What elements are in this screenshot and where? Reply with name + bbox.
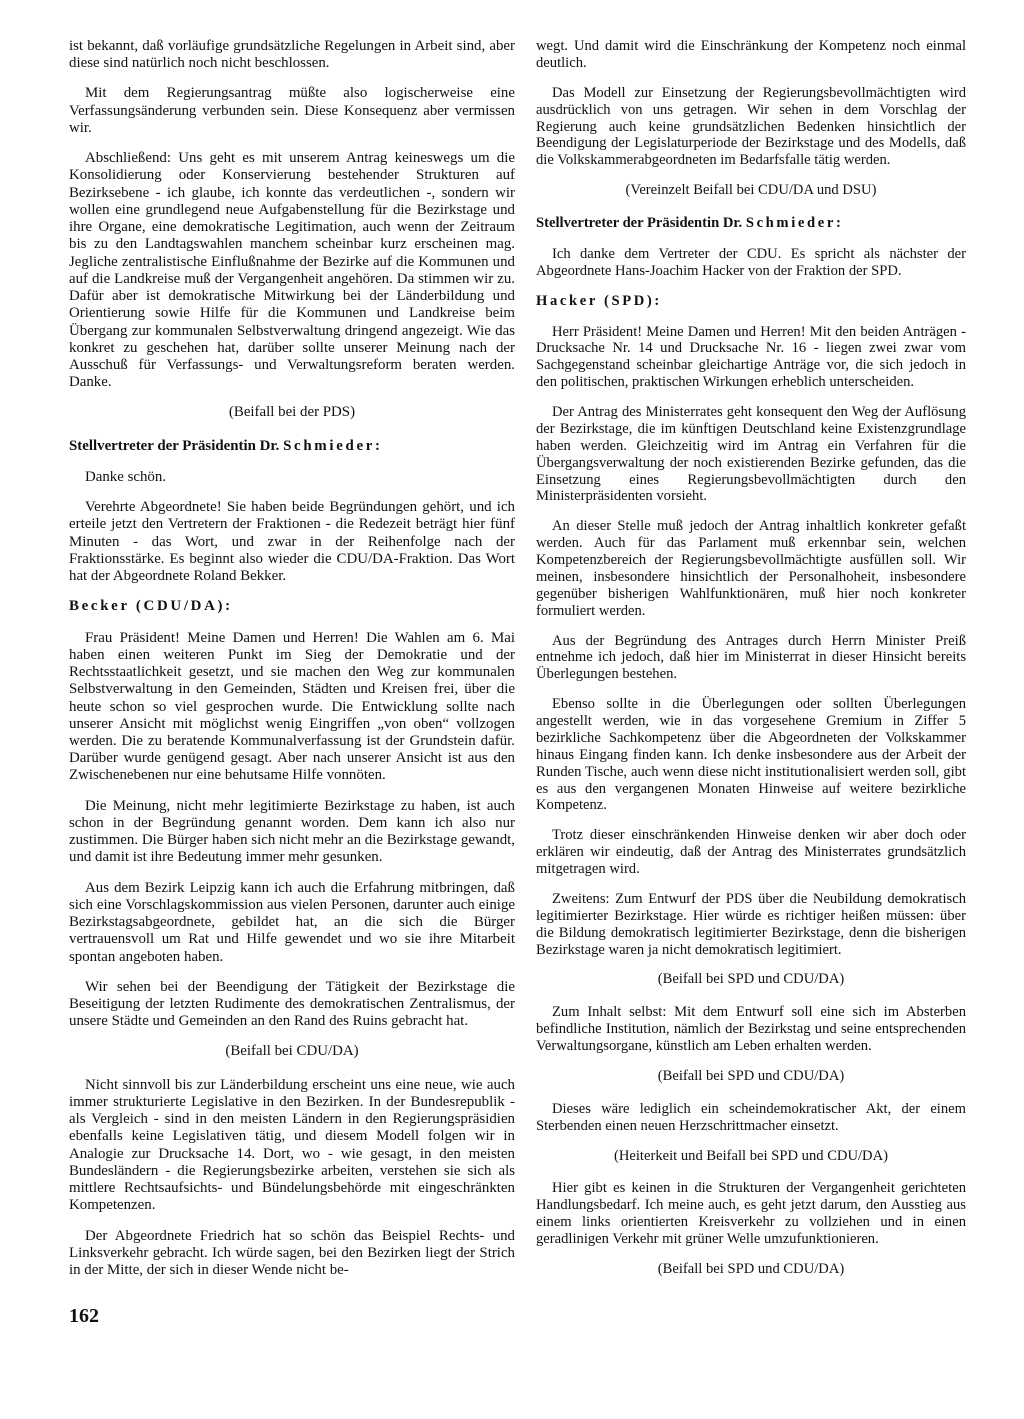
- paragraph: Nicht sinnvoll bis zur Länderbildung erscheint uns eine neue, wie auch immer strukturierte Legislative in den Bezirken. In der Bundesrepublik - als Vergleich - sind in den meisten Ländern in den Regierungspräsidien ebenfalls keine Legislativen tätig, und diesem Modell folgen wir in Analogie zur Drucksache 14. Dort, wo - wie gesagt, in den meisten Bundesländern - die Regierungsbezirke arbeiten, verstehen sie sich als mittlere Rechtsaufsichts- und Bündelungsbehörde mit eingeschränkten Kompetenzen.: [69, 1076, 515, 1214]
- applause-note: (Beifall bei der PDS): [228, 404, 356, 421]
- speaker-heading: [69, 598, 515, 615]
- paragraph: Der Antrag des Ministerrates geht konsequent den Weg der Auflösung der Bezirkstage, die im künftigen Deutschland keine Existenzgrundlage haben werden. Gleichzeitig wird im Antrag ein Verfahren für die Übergangsverwaltung der noch existierenden Bezirke gefunden, das die Einsetzung eines Regierungsbevollmächtigten durch den Ministerpräsidenten vorsieht.: [536, 404, 966, 505]
- speaker-name: Hacker (SPD):: [536, 292, 662, 309]
- paragraph: Verehrte Abgeordnete! Sie haben beide Begründungen gehört, und ich erteile jetzt den Vertretern der Fraktionen - die Redezeit beträgt hier fünf Minuten - das Wort, und zwar in der Reihenfolge nach der Fraktionsstärke. Es beginnt also wieder die CDU/DA-Fraktion. Das Wort hat der Abgeordnete Roland Bekker.: [69, 499, 515, 585]
- paragraph: Trotz dieser einschränkenden Hinweise denken wir aber doch oder erklären wir eindeutig, daß der Antrag des Ministerrates grundsätzlich mitgetragen wird.: [536, 827, 966, 877]
- paragraph: Herr Präsident! Meine Damen und Herren! Mit den beiden Anträgen - Drucksache Nr. 14 und Drucksache Nr. 16 - liegen zwei zwar vom Sachgegenstand scheinbar gleichartige Anträge vor, die sich jedoch in den politischen, praktischen Wirkungen erheblich unterscheiden.: [536, 323, 966, 391]
- paragraph: Zum Inhalt selbst: Mit dem Entwurf soll eine sich im Absterben befindliche Institution, nämlich der Bezirkstag und seine entsprechenden Verwaltungsorgane, künstlich am Leben erhalten werden.: [536, 1004, 966, 1054]
- paragraph: Abschließend: Uns geht es mit unserem Antrag keineswegs um die Konsolidierung oder Konservierung bestehender Strukturen auf Bezirksebene - ich glaube, ich konnte das verdeutlichen -, sondern wir wollen eine grundlegend neue Aufgabenstellung für die Bezirkstage und ihre Organe, eine demokratische Legitimation, auch wenn der Zeitraum bis zu den Landtagswahlen manchem scheinbar kurz erscheinen mag. Jegliche zentralistische Einflußnahme der Bezirke auf die Kommunen und auf die Landkreise muß der Vergangenheit angehören. Da stimmen wir zu. Dafür aber ist demokratische Mitwirkung bei der Länderbildung und Orientierung sowie Hilfe für die Kommunen und Landkreise beim Übergang zur kommunalen Selbstverwaltung dringend angezeigt. Wie das konkret zu geschehen hat, darüber sollte unserer Meinung nach der Ausschuß für Verfassungs- und Verwaltungsreform beraten werden. Danke.: [69, 150, 515, 391]
- applause-note: (Beifall bei CDU/DA): [225, 1043, 359, 1060]
- applause-note: (Heiterkeit und Beifall bei SPD und CDU/DA): [614, 1147, 888, 1164]
- speaker-role: Stellvertreter der Präsidentin Dr.: [69, 437, 280, 454]
- paragraph: Danke schön.: [85, 468, 167, 485]
- paragraph: Wir sehen bei der Beendigung der Tätigkeit der Bezirkstage die Beseitigung der letzten Rudimente des demokratischen Zentralismus, der unsere Städte und Gemeinden an den Rand des Ruins gebracht hat.: [69, 978, 515, 1030]
- paragraph: Aus der Begründung des Antrages durch Herrn Minister Preiß entnehme ich jedoch, daß hier im Ministerrat in dieser Hinsicht bereits Überlegungen bestehen.: [536, 632, 966, 683]
- speaker-heading: [69, 438, 515, 455]
- speaker-role: Stellvertreter der Präsidentin Dr.: [536, 215, 743, 231]
- paragraph: Ebenso sollte in die Überlegungen oder sollten Überlegungen angestellt werden, wie in das vorgesehene Gremium in Ziffer 5 bezirkliche Sachkompetenz über die Abgeordneten der Volkskammer hinaus Eingang finden kann. Ich denke insbesondere aus der Arbeit der Runden Tische, auch wenn diese nicht institutionalisiert werden soll, gibt es aus den vergangenen Monaten Hinweise auf weitere bezirkliche Kompetenz.: [536, 696, 966, 814]
- paragraph: Das Modell zur Einsetzung der Regierungsbevollmächtigten wird ausdrücklich von uns getragen. Wir sehen in dem Vorschlag der Regierung auch keine grundsätzlichen Bedenken hinsichtlich der Beendigung der Legislaturperiode der Bezirkstage und des Modells, daß die Volkskammerabgeordneten im Bedarfsfalle tätig werden.: [536, 84, 966, 169]
- paragraph: wegt. Und damit wird die Einschränkung der Kompetenz noch einmal deutlich.: [536, 38, 966, 71]
- paragraph: Der Abgeordnete Friedrich hat so schön das Beispiel Rechts- und Linksverkehr gebracht. Ich würde sagen, bei den Bezirken liegt der Strich in der Mitte, der sich in dieser Wende nicht be-: [69, 1227, 515, 1279]
- paragraph: Mit dem Regierungsantrag müßte also logischerweise eine Verfassungsänderung verbunden sein. Diese Konsequenz aber vermissen wir.: [69, 85, 515, 136]
- paragraph: Hier gibt es keinen in die Strukturen der Vergangenheit gerichteten Handlungsbedarf. Ich meine auch, es geht jetzt darum, den Ausstieg aus einem links orientierten Kreisverkehr zu vollziehen und in einen geradlinigen Verkehr mit grüner Welle umzufunktionieren.: [536, 1180, 966, 1247]
- left-column: [69, 38, 515, 1292]
- paragraph: Aus dem Bezirk Leipzig kann ich auch die Erfahrung mitbringen, daß sich eine Vorschlagskommission aus vielen Personen, darunter auch einige Bezirkstagsabgeordnete, gebildet hat, an die sich die Bürger vertrauensvoll um Rat und Hilfe gewendet und wo sie ihre Mitarbeit spontan angeboten haben.: [69, 879, 515, 965]
- speaker-name: Schmieder:: [283, 437, 383, 454]
- speaker-name: Becker (CDU/DA):: [69, 598, 233, 615]
- paragraph: Dieses wäre lediglich ein scheindemokratischer Akt, der einem Sterbenden einen neuen Herzschrittmacher einsetzt.: [536, 1100, 966, 1134]
- applause-note: (Beifall bei SPD und CDU/DA): [657, 971, 845, 988]
- applause-note: (Vereinzelt Beifall bei CDU/DA und DSU): [625, 182, 877, 199]
- speaker-name: Schmieder:: [745, 215, 844, 231]
- speaker-heading: [536, 293, 966, 310]
- paragraph: ist bekannt, daß vorläufige grundsätzliche Regelungen in Arbeit sind, aber diese sind natürlich noch nicht beschlossen.: [69, 38, 515, 72]
- paragraph: Ich danke dem Vertreter der CDU. Es spricht als nächster der Abgeordnete Hans-Joachim Hacker von der Fraktion der SPD.: [536, 245, 966, 279]
- paragraph: An dieser Stelle muß jedoch der Antrag inhaltlich konkreter gefaßt werden. Auch für das Parlament muß erkennbar sein, welchen Kompetenzbereich der Regierungsbevollmächtigte ausfüllen soll. Wir meinen, insbesondere hinsichtlich der Personalhoheit, insbesondere gegenüber bisherigen Wahlfunktionären, muß hier noch konkreter formuliert werden.: [536, 518, 966, 619]
- applause-note: (Beifall bei SPD und CDU/DA): [657, 1067, 845, 1084]
- paragraph: Frau Präsident! Meine Damen und Herren! Die Wahlen am 6. Mai haben einen weiteren Punkt im Sieg der Demokratie und der Rechtsstaatlichkeit gesetzt, und sie machen den Weg zur kommunalen Selbstverwaltung in den Gemeinden, Städten und Kreisen frei, über die heute schon so viel gesprochen wurde. Die Entwicklung sollte nach unserer Ansicht mit möglichst wenig Eingriffen „von oben“ vollzogen werden. Die zu beratende Kommunalverfassung ist der Grundstein dafür. Darüber wurde genügend gesagt. Aber nach unserer Ansicht ist aus den Zwischenebenen nur eine behutsame Hilfe vonnöten.: [69, 629, 515, 784]
- paragraph: Die Meinung, nicht mehr legitimierte Bezirkstage zu haben, ist auch schon in der Begründung genannt worden. Dem kann ich also nur zustimmen. Die Bürger haben sich nicht mehr an die Bezirkstage gewandt, und damit ist ihre Bedeutung immer mehr gesunken.: [69, 797, 515, 866]
- right-column: [536, 38, 966, 1294]
- applause-note: (Beifall bei SPD und CDU/DA): [657, 1260, 845, 1277]
- page-number: 162: [69, 1305, 99, 1327]
- speaker-heading: [536, 215, 966, 232]
- paragraph: Zweitens: Zum Entwurf der PDS über die Neubildung demokratisch legitimierter Bezirkstage. Hier würde es richtiger heißen müssen: über die Bildung demokratisch legitimierter Bezirkstage, denn die bisherigen Bezirkstage waren ja nicht demokratisch legitimiert.: [536, 890, 966, 958]
